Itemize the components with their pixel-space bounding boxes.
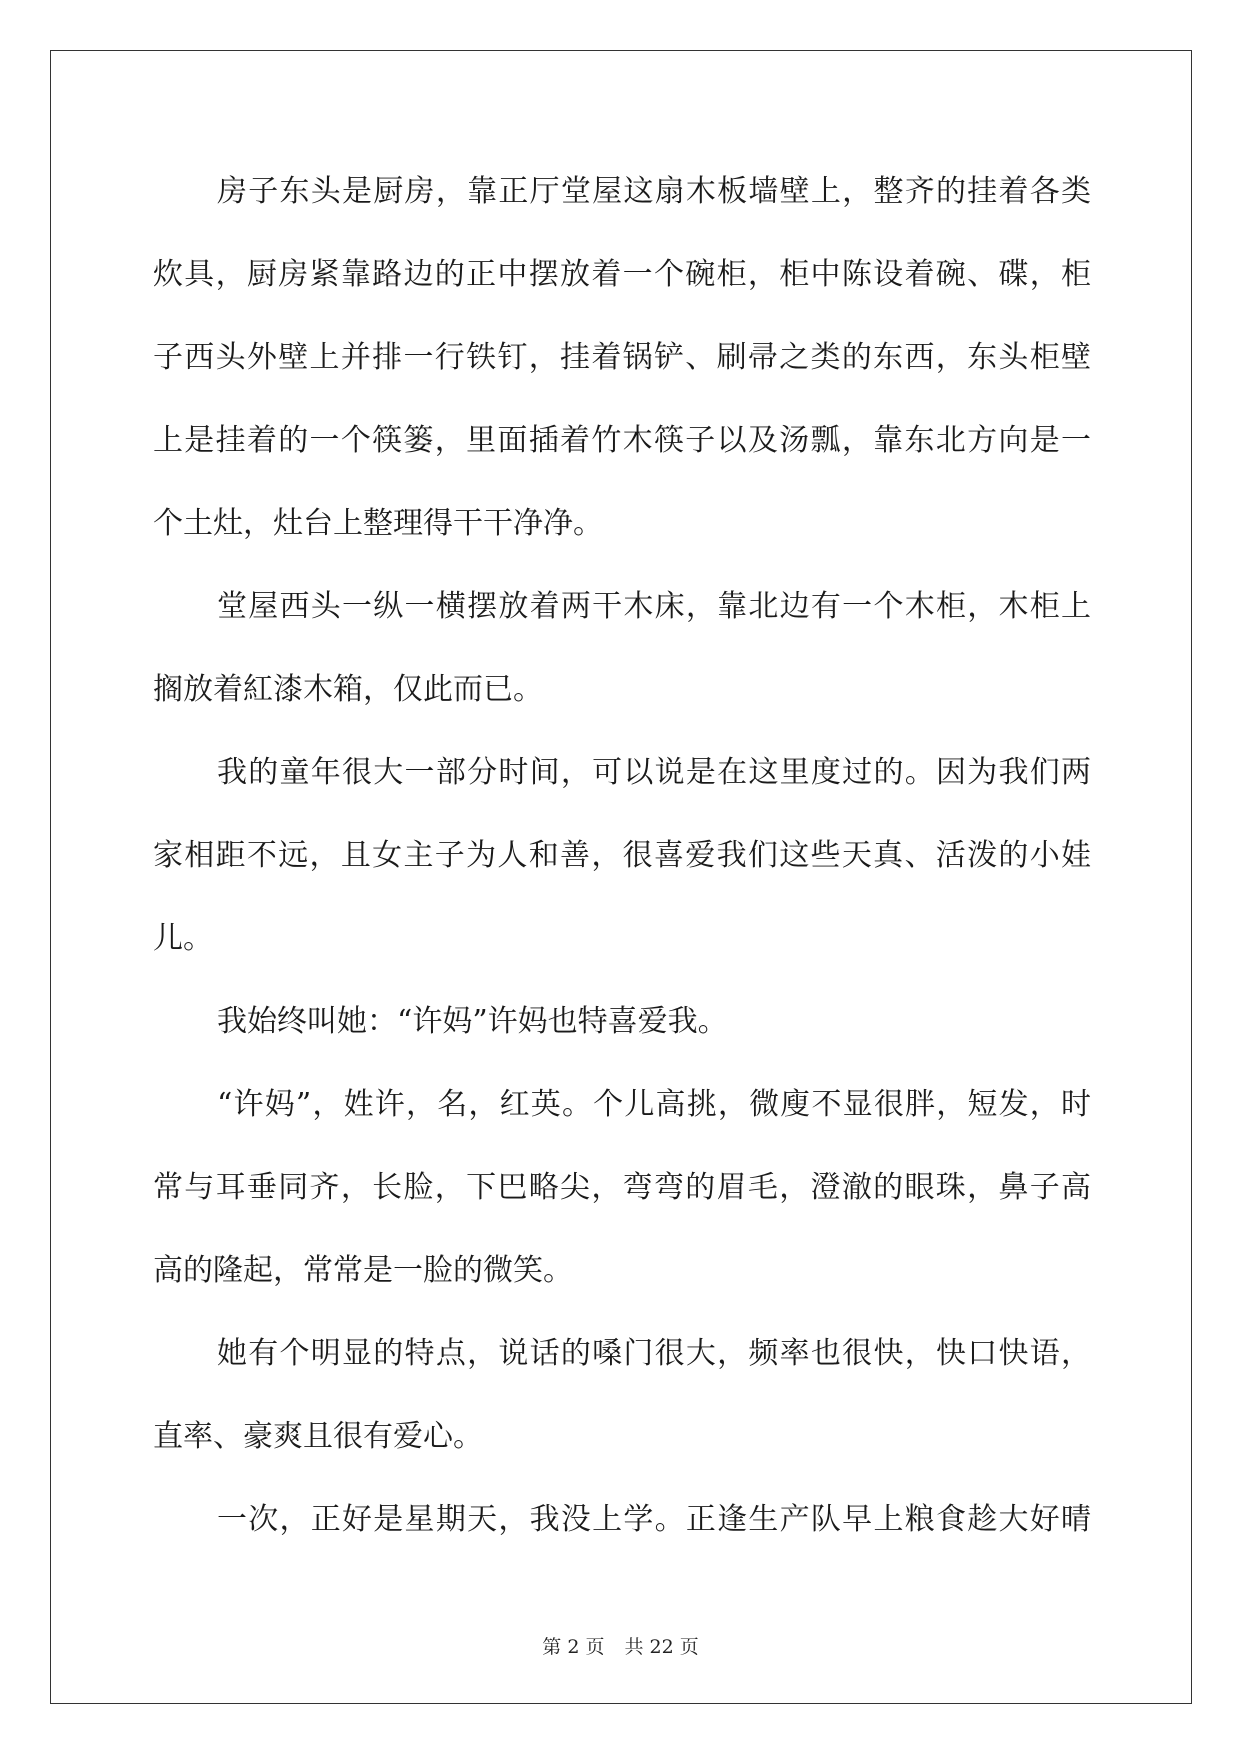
text-line: 高的隆起，常常是一脸的微笑。 [153, 1253, 573, 1288]
text-line: 子西头外壁上并排一行铁钉，挂着锅铲、刷帚之类的东西，东头柜壁 [153, 340, 1091, 375]
text-line: 上是挂着的一个筷篓，里面插着竹木筷子以及汤瓢，靠东北方向是一 [153, 423, 1091, 458]
text-line: “许妈”，姓许，名，红英。个儿高挑，微廋不显很胖，短发，时 [217, 1087, 1091, 1122]
text-line: 一次，正好是星期天，我没上学。正逢生产队早上粮食趁大好晴 [217, 1502, 1091, 1537]
text-line: 房子东头是厨房，靠正厅堂屋这扇木板墙壁上，整齐的挂着各类 [217, 174, 1091, 209]
text-line: 她有个明显的特点，说话的嗓门很大，频率也很快，快口快语， [217, 1336, 1091, 1371]
text-line: 我的童年很大一部分时间，可以说是在这里度过的。因为我们两 [217, 755, 1091, 790]
text-line: 直率、豪爽且很有爱心。 [153, 1419, 483, 1454]
text-line: 我始终叫她：“许妈”许妈也特喜爱我。 [217, 1004, 728, 1039]
text-line: 家相距不远，且女主子为人和善，很喜爱我们这些天真、活泼的小娃 [153, 838, 1091, 873]
page-footer [0, 1632, 1241, 1659]
text-line: 炊具，厨房紧靠路边的正中摆放着一个碗柜，柜中陈设着碗、碟，柜 [153, 257, 1091, 292]
text-line: 常与耳垂同齐，长脸，下巴略尖，弯弯的眉毛，澄澈的眼珠，鼻子高 [153, 1170, 1091, 1205]
page-number: 第 2 页 [542, 1636, 605, 1658]
text-line: 搁放着紅漆木箱，仅此而已。 [153, 672, 543, 707]
document-body [153, 150, 1091, 1561]
text-line: 个土灶，灶台上整理得干干净净。 [153, 506, 603, 541]
page-total: 共 22 页 [624, 1636, 699, 1658]
text-line: 堂屋西头一纵一横摆放着两干木床，靠北边有一个木柜，木柜上 [217, 589, 1091, 624]
text-line: 儿。 [153, 921, 213, 956]
